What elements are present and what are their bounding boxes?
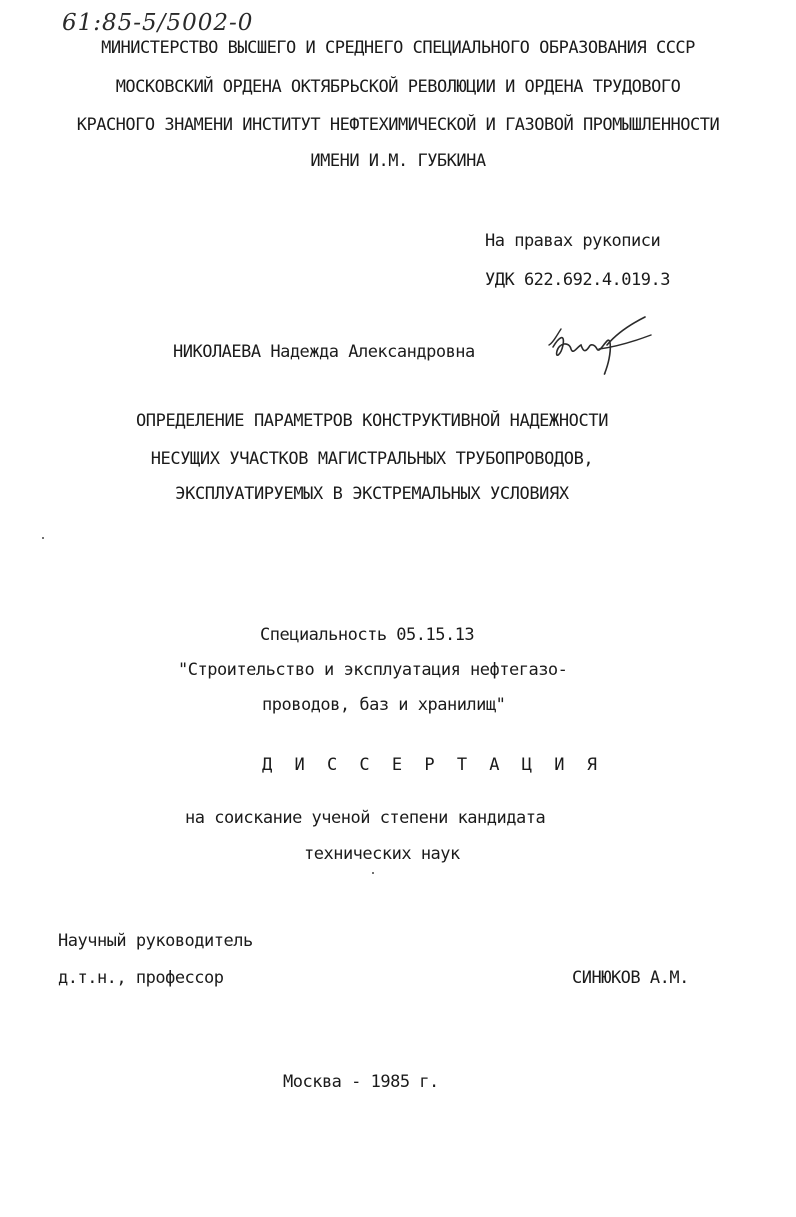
supervisor-name: СИНЮКОВ А.М. [572,968,689,988]
archive-code: 61:85-5/5002-0 [62,10,254,36]
place-and-year: Москва - 1985 г. [283,1072,439,1092]
supervisor-label: Научный руководитель [58,931,253,951]
specialty-code: Специальность 05.15.13 [260,625,475,645]
institute-line-1: МОСКОВСКИЙ ОРДЕНА ОКТЯБРЬСКОЙ РЕВОЛЮЦИИ И ОРДЕНА ТРУДОВОГО [115,77,681,97]
scan-speck [372,872,374,874]
manuscript-note: На правах рукописи [485,231,661,251]
ministry-line: МИНИСТЕРСТВО ВЫСШЕГО И СРЕДНЕГО СПЕЦИАЛЬНОГО ОБРАЗОВАНИЯ СССР [101,38,695,58]
udc-code: УДК 622.692.4.019.3 [485,270,670,290]
degree-line-2: технических наук [304,844,460,864]
document-type: Д И С С Е Р Т А Ц И Я [262,755,603,775]
supervisor-rank: д.т.н., профессор [58,968,224,988]
author-signature [545,315,655,380]
dissertation-title-line-1: ОПРЕДЕЛЕНИЕ ПАРАМЕТРОВ КОНСТРУКТИВНОЙ НАДЕЖНОСТИ [135,411,609,431]
specialty-name-line-1: "Строительство и эксплуатация нефтегазо- [178,660,568,680]
institute-line-2: КРАСНОГО ЗНАМЕНИ ИНСТИТУТ НЕФТЕХИМИЧЕСКОЙ И ГАЗОВОЙ ПРОМЫШЛЕННОСТИ [76,115,720,135]
dissertation-title-line-2: НЕСУЩИХ УЧАСТКОВ МАГИСТРАЛЬНЫХ ТРУБОПРОВОДОВ, [150,449,594,469]
scan-speck [42,537,44,539]
institute-line-3: ИМЕНИ И.М. ГУБКИНА [310,151,486,171]
dissertation-title-line-3: ЭКСПЛУАТИРУЕМЫХ В ЭКСТРЕМАЛЬНЫХ УСЛОВИЯХ [175,484,569,504]
degree-line-1: на соискание ученой степени кандидата [185,808,546,828]
author-name: НИКОЛАЕВА Надежда Александровна [173,342,475,362]
specialty-name-line-2: проводов, баз и хранилищ" [262,695,506,715]
